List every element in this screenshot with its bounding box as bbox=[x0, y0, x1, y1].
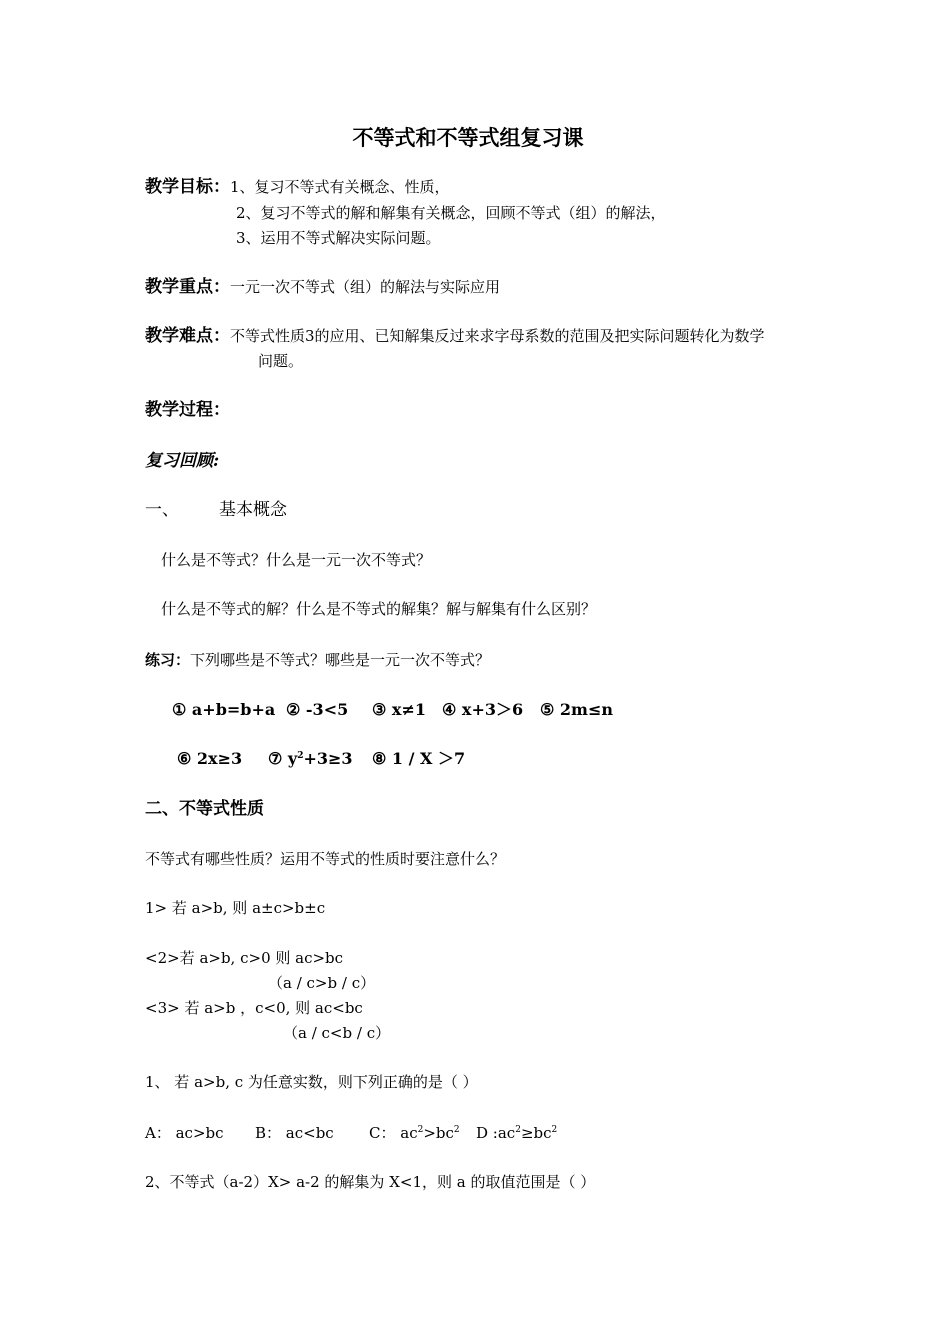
choice-d bbox=[476, 1123, 557, 1143]
property-2: <2>若 a>b, c>0 则 ac>bc bbox=[145, 949, 344, 967]
properties-question: 不等式有哪些性质？运用不等式的性质时要注意什么？ bbox=[145, 850, 506, 868]
property-3: <3> 若 a>b ，c<0, 则 ac<bc bbox=[145, 999, 363, 1017]
choice-c-exponent: 2 bbox=[417, 1125, 424, 1135]
choice-d-text: ≥bc bbox=[520, 1124, 552, 1142]
exercise-2-question: 2、不等式（a-2）X> a-2 的解集为 X<1，则 a 的取值范围是（ ） bbox=[145, 1173, 596, 1191]
difficulties-label: 教学难点： bbox=[145, 326, 230, 346]
option-number: ⑦ bbox=[268, 749, 283, 768]
choice-d-exponent: 2 bbox=[515, 1125, 521, 1135]
objectives-block bbox=[145, 177, 450, 197]
exercise-1-question: 1、 若 a>b, c 为任意实数，则下列正确的是（ ） bbox=[145, 1073, 478, 1091]
practice-option: ④ x+3＞6 bbox=[442, 700, 524, 719]
practice-line bbox=[145, 650, 490, 670]
practice-row bbox=[177, 749, 465, 769]
practice-option: ⑧ 1 / X ＞7 bbox=[372, 749, 466, 768]
choice-d-text: D :ac bbox=[476, 1124, 516, 1142]
objective-item: 1、复习不等式有关概念、性质， bbox=[230, 178, 450, 196]
difficulties-text-continued: 问题。 bbox=[258, 352, 304, 370]
practice-option: ③ x≠1 bbox=[372, 700, 426, 719]
objective-item: 2、复习不等式的解和解集有关概念，回顾不等式（组）的解法， bbox=[236, 204, 666, 222]
exercise-1-options bbox=[145, 1123, 557, 1143]
practice-option bbox=[268, 749, 372, 769]
document-title: 不等式和不等式组复习课 bbox=[352, 125, 584, 150]
choice-d-exponent: 2 bbox=[551, 1125, 558, 1135]
difficulties-block bbox=[145, 326, 765, 346]
section1-number: 一、 bbox=[145, 500, 179, 520]
choice-c-text: C： ac bbox=[369, 1124, 418, 1142]
difficulties-text: 不等式性质3的应用、已知解集反过来求字母系数的范围及把实际问题转化为数学 bbox=[230, 327, 765, 345]
choice-c bbox=[369, 1123, 476, 1143]
practice-option: ② -3<5 bbox=[286, 700, 349, 719]
property-2-note: （a / c>b / c） bbox=[268, 974, 376, 992]
process-heading: 教学过程： bbox=[145, 400, 230, 420]
practice-option: ① a+b=b+a bbox=[172, 700, 276, 719]
key-points-text: 一元一次不等式（组）的解法与实际应用 bbox=[230, 278, 501, 296]
practice-option: ⑤ 2m≤n bbox=[540, 700, 614, 719]
option-rest: +3≥3 bbox=[303, 749, 353, 768]
choice-b: B： ac<bc bbox=[255, 1124, 334, 1142]
option-exponent: 2 bbox=[297, 751, 304, 761]
key-points-label: 教学重点： bbox=[145, 277, 230, 297]
option-variable: y bbox=[287, 749, 298, 768]
section2-heading: 二、不等式性质 bbox=[145, 799, 264, 819]
choice-a: A： ac>bc bbox=[145, 1124, 224, 1142]
objective-item: 3、运用不等式解决实际问题。 bbox=[236, 229, 441, 247]
objectives-label: 教学目标： bbox=[145, 177, 230, 197]
choice-c-text: >bc bbox=[423, 1124, 454, 1142]
section1-heading bbox=[145, 500, 287, 520]
property-3-note: （a / c<b / c） bbox=[283, 1024, 391, 1042]
practice-row bbox=[172, 700, 613, 720]
section1-title: 基本概念 bbox=[219, 500, 287, 520]
practice-label: 练习： bbox=[145, 651, 191, 669]
practice-option: ⑥ 2x≥3 bbox=[177, 749, 243, 768]
key-points-block bbox=[145, 277, 500, 297]
choice-c-exponent: 2 bbox=[453, 1125, 460, 1135]
review-heading: 复习回顾: bbox=[145, 451, 220, 471]
practice-text: 下列哪些是不等式？哪些是一元一次不等式？ bbox=[190, 651, 491, 669]
concept-question: 什么是不等式？什么是一元一次不等式？ bbox=[161, 551, 432, 569]
concept-question: 什么是不等式的解？什么是不等式的解集？解与解集有什么区别？ bbox=[161, 600, 597, 618]
property-1: 1> 若 a>b, 则 a±c>b±c bbox=[145, 899, 326, 917]
